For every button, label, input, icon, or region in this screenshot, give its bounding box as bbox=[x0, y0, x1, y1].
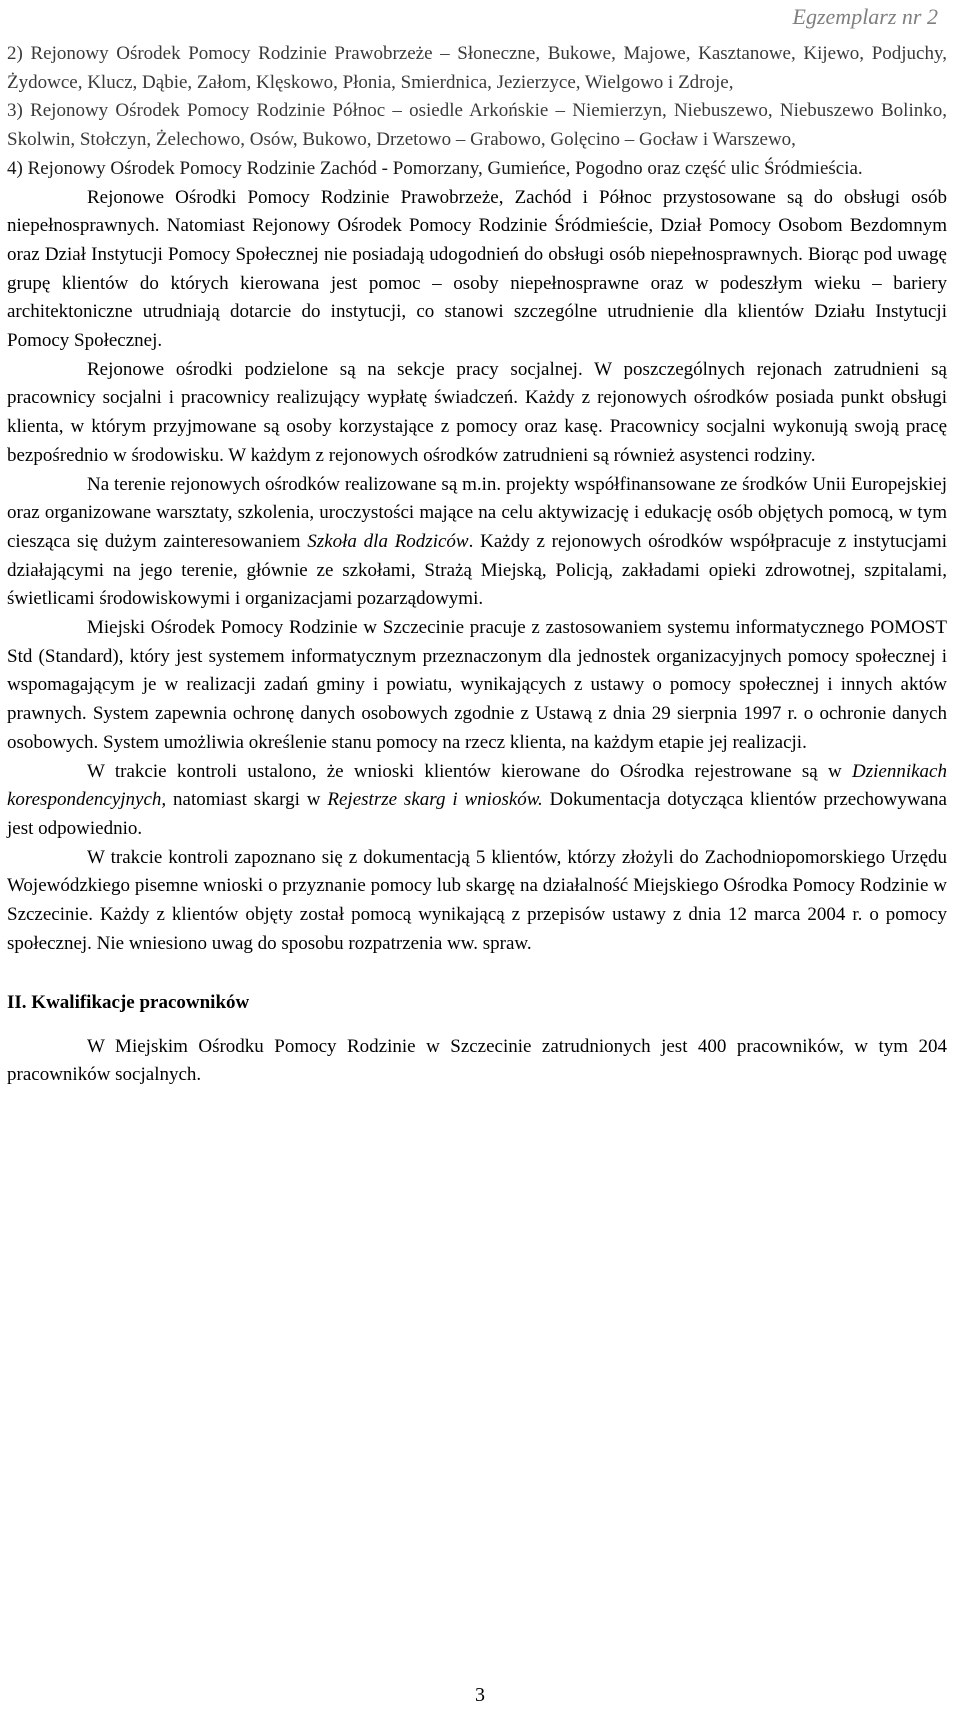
paragraph-registers-italic-a: Dziennikach korespondencyjnych, bbox=[7, 760, 947, 811]
paragraph-registers bbox=[7, 758, 947, 844]
paragraph-staff-count: W Miejskim Ośrodku Pomocy Rodzinie w Szczecinie zatrudnionych jest 400 pracowników, w tym 204 pracowników socjalnych. bbox=[7, 1035, 947, 1086]
paragraph-registers-italic-b: Rejestrze skarg i wniosków. bbox=[327, 789, 543, 811]
paragraph-projects-text-a: Na terenie rejonowych ośrodków realizowane są m.in. projekty współfinansowane ze środków Unii Europejskiej oraz organizowane warsztaty, szkolenia, uroczystości mające na celu aktywizację i edukację osób objętych pomocą, w tym ciesząca się dużym zainteresowaniem bbox=[7, 473, 947, 552]
copy-number-label: Egzemplarz nr 2 bbox=[792, 4, 938, 29]
page-number: 3 bbox=[475, 1684, 485, 1706]
paragraph-registers-text-c: Dokumentacja dotycząca klientów przechowywana jest odpowiednio. bbox=[7, 789, 947, 839]
list-item-district-3: 3) Rejonowy Ośrodek Pomocy Rodzinie Północ – osiedle Arkońskie – Niemierzyn, Niebuszewo, Niebuszewo Bolinko, Skolwin, Stołczyn, Żelechowo, Osów, Bukowo, Drzetowo – Grabowo, Golęcino – Gocław i Warszewo, bbox=[7, 100, 947, 151]
paragraph-projects-text-b: . Każdy z rejonowych ośrodków współpracuje z instytucjami działającymi na jego terenie, głównie ze szkołami, Strażą Miejską, Policją, zakładami opieki zdrowotnej, szpitalami, świetlicami środowiskowymi i organizacjami pozarządowymi. bbox=[7, 530, 947, 610]
paragraph-projects-italic: Szkoła dla Rodziców bbox=[307, 530, 469, 552]
paragraph-client-documentation: W trakcie kontroli zapoznano się z dokumentacją 5 klientów, którzy złożyli do Zachodniopomorskiego Urzędu Wojewódzkiego pisemne wnioski o przyznanie pomocy lub skargę na działalność Miejskiego Ośrodka Pomocy Rodzinie w Szczecinie. Każdy z klientów objęty został pomocą wynikającą z przepisów ustawy z dnia 12 marca 2004 r. o pomocy społecznej. Nie wniesiono uwag do sposobu rozpatrzenia ww. spraw. bbox=[7, 846, 947, 954]
list-item-district-4: 4) Rejonowy Ośrodek Pomocy Rodzinie Zachód - Pomorzany, Gumieńce, Pogodno oraz część ulic Śródmieścia. bbox=[7, 157, 863, 179]
list-item-district-2: 2) Rejonowy Ośrodek Pomocy Rodzinie Prawobrzeże – Słoneczne, Bukowe, Majowe, Kasztanowe, Kijewo, Podjuchy, Żydowce, Klucz, Dąbie, Załom, Klęskowo, Płonia, Smierdnica, Jezierzyce, Wielgowo i Zdroje, bbox=[7, 43, 947, 93]
paragraph-projects bbox=[7, 471, 947, 615]
paragraph-registers-text-b: natomiast skargi w bbox=[166, 789, 328, 811]
paragraph-pomost-system: Miejski Ośrodek Pomocy Rodzinie w Szczecinie pracuje z zastosowaniem systemu informatycznego POMOST Std (Standard), który jest systemem informatycznym przeznaczonym dla jednostek organizacyjnych pomocy społecznej i wspomagającym je w realizacji zadań gminy i powiatu, wynikających z ustawy o pomocy społecznej i innych aktów prawnych. System zapewnia ochronę danych osobowych zgodnie z Ustawą z dnia 29 sierpnia 1997 r. o ochronie danych osobowych. System umożliwia określenie stanu pomocy na rzecz klienta, na każdym etapie jej realizacji. bbox=[7, 617, 947, 753]
paragraph-social-work-sections: Rejonowe ośrodki podzielone są na sekcje pracy socjalnej. W poszczególnych rejonach zatrudnieni są pracownicy socjalni i pracownicy realizujący wypłatę świadczeń. Każdy z rejonowych ośrodków posiada punkt obsługi klienta, w którym przyjmowane są osoby korzystające z pomocy oraz kasę. Pracownicy socjalni wykonują swoją pracę bezpośrednio w środowisku. W każdym z rejonowych ośrodków zatrudnieni są również asystenci rodziny. bbox=[7, 358, 947, 466]
paragraph-accessibility: Rejonowe Ośrodki Pomocy Rodzinie Prawobrzeże, Zachód i Północ przystosowane są do obsługi osób niepełnosprawnych. Natomiast Rejonowy Ośrodek Pomocy Rodzinie Śródmieście, Dział Pomocy Osobom Bezdomnym oraz Dział Instytucji Pomocy Społecznej nie posiadają udogodnień do obsługi osób niepełnosprawnych. Biorąc pod uwagę grupę klientów do których kierowana jest pomoc – osoby niepełnosprawne oraz w podeszłym wieku – bariery architektoniczne utrudniają dotarcie do instytucji, co stanowi szczególne utrudnienie dla klientów Działu Instytucji Pomocy Społecznej. bbox=[7, 186, 947, 352]
paragraph-registers-text-a: W trakcie kontroli ustalono, że wnioski klientów kierowane do Ośrodka rejestrowane są w bbox=[87, 760, 853, 782]
document-body bbox=[7, 40, 947, 1090]
section-heading-staff-qualifications: II. Kwalifikacje pracowników bbox=[7, 991, 250, 1013]
